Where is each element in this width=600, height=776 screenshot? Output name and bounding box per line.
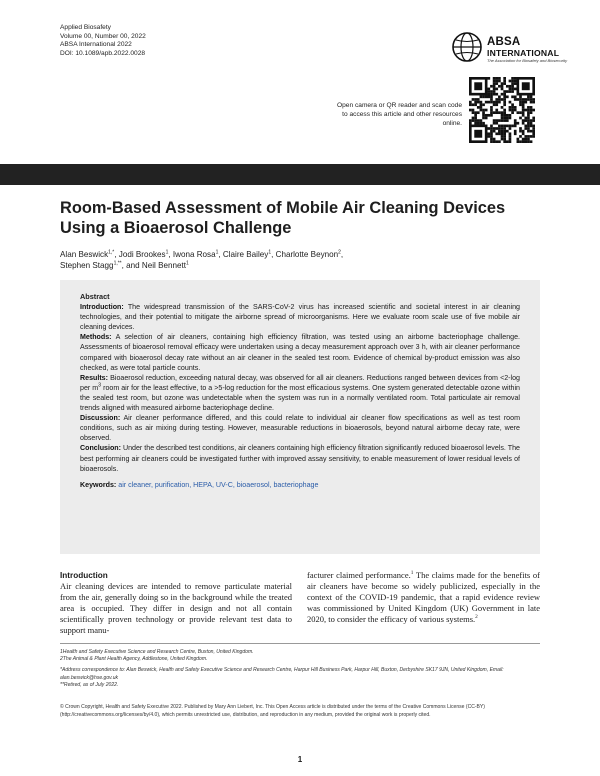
author-affiliation-mark: 1: [185, 260, 189, 267]
abstract-discussion: Discussion: Air cleaner performance differed, and this could relate to individual air cleaner flow specifications as well as test room conditions, such as air mixing during testing. However, measurable reductions in bioaerosols, beyond natural airborne decay rate, were observed.: [80, 414, 520, 443]
intro-column-right: [307, 570, 540, 625]
author-name: Alan Beswick: [60, 250, 109, 259]
retired-note: **Retired, as of July 2022.: [60, 681, 119, 688]
affiliation-2: 2The Animal & Plant Health Agency, Addlestone, United Kingdom.: [60, 656, 208, 663]
article-title: Room-Based Assessment of Mobile Air Cleaning Devices Using a Bioaerosol Challenge: [60, 199, 506, 237]
journal-volume: Volume 00, Number 00, 2022: [60, 32, 146, 40]
globe-icon: [451, 31, 483, 63]
correspondence: *Address correspondence to: Alan Beswick, Health and Safety Executive Science and Research Centre, Harpur Hill Business Park, Harpur Hill, Buxton, Derbyshire SK17 9JN, United Kingdom, Email: alan.beswick@hse.gov.uk: [60, 667, 504, 681]
keywords: Keywords: air cleaner, purification, HEPA, UV-C, bioaerosol, bacteriophage: [80, 480, 319, 489]
author-name: Claire Bailey: [222, 250, 269, 259]
author-name: Stephen Stagg: [60, 261, 114, 271]
abstract-results: Results: Bioaerosol reduction, exceeding natural decay, was observed for all air cleaners. Reductions ranged between devices from <2-log per $m^3$ room air for the least effective, to a >5-log reduction for the most efficacious systems. One system generated detectable ozone within the sealed test room, but ozone was undetectable when the system was run in a normally ventilated room. Total particulate air removal trends aligned with measured airborne bacteriophage decline.: [80, 373, 521, 413]
intro-heading: Introduction: [60, 571, 108, 580]
author-name: Jodi Brookes: [118, 250, 166, 259]
ref-1[interactable]: 1: [410, 570, 414, 577]
logo-line1: ABSA: [487, 36, 521, 48]
author-name: Charlotte Beynon: [275, 250, 339, 259]
intro-paragraph-left: Air cleaning devices are intended to remove particulate material from the air, generally doing so in the background while the treated area is occupied. They differ in design and not all contain scientifically proven technology or provide relevant test data to support manu-: [60, 581, 292, 636]
footnote-divider: [60, 643, 540, 644]
copyright-notice: © Crown Copyright, Health and Safety Executive 2022. Published by Mary Ann Liebert, Inc. This Open Access article is distributed under the terms of the Creative Commons License (CC-BY) (http://creativecommons.org/licenses/by/4.0), which permits unrestricted use, distribution, and reproduction in any medium, provided the original work is properly cited.: [60, 704, 485, 718]
qr-code[interactable]: [469, 77, 535, 143]
keywords-list[interactable]: air cleaner, purification, HEPA, UV-C, bioaerosol, bacteriophage: [118, 480, 319, 489]
journal-header: [60, 24, 146, 58]
abstract-methods: Methods: A selection of air cleaners, containing high efficiency filtration, was tested using an airborne bacteriophage challenge. Assessments of bioaerosol removal efficacy were undertaken using a decay measurement approach over 3 h, with air cleaner performance compared with bioaerosol decay rate without an air cleaner in the sealed test room. Evidence of chemical by-product emission was also checked, as were total particle counts.: [80, 333, 520, 372]
author-affiliation-mark: 1: [165, 249, 169, 256]
abstract-heading: Abstract: [80, 292, 110, 301]
author-affiliation-mark: 1: [215, 249, 219, 256]
journal-name: Applied Biosafety: [60, 24, 111, 31]
author-affiliation-mark: 1,**: [113, 260, 122, 267]
qr-instructions: Open camera or QR reader and scan code to access this article and other resources online.: [337, 102, 462, 127]
journal-doi[interactable]: DOI: 10.1089/apb.2022.0028: [60, 49, 146, 57]
abstract-box: [60, 280, 540, 554]
intro-column-left: [60, 570, 292, 636]
ref-2[interactable]: 2: [475, 614, 478, 621]
abstract-conclusion: Conclusion: Under the described test conditions, air cleaners containing high efficiency filtration significantly reduced bioaerosol levels. The best performing air cleaners could be investigated further with improved assay sensitivity, to enable measurement of lower residual levels of bioaerosols.: [80, 444, 520, 473]
logo-wordmark: [487, 36, 559, 58]
author-affiliation-mark: 2: [338, 249, 341, 256]
author-affiliation-mark: 1: [268, 249, 272, 256]
affiliation-1: 1Health and Safety Executive Science and Research Centre, Buxton, United Kingdom.: [60, 649, 254, 655]
page-number: 1: [297, 755, 303, 764]
author-name: Iwona Rosa: [172, 250, 216, 259]
abstract-introduction: Introduction: The widespread transmission of the SARS-CoV-2 virus has increased scientific and societal interest in air cleaning technologies, and their potential to mitigate the airborne spread of microorganisms. Here we evaluate room scale use of five mobile air cleaning devices.: [80, 303, 520, 332]
logo-tagline: The Association for Biosafety and Biosecurity: [487, 58, 568, 63]
author-affiliation-mark: 1,*: [108, 249, 115, 256]
header-band: [0, 164, 600, 185]
logo-line2: INTERNATIONAL: [487, 48, 560, 58]
footnotes: [60, 649, 540, 689]
journal-publisher: ABSA International 2022: [60, 41, 132, 49]
author-list: Alan Beswick$^{1,*}$, Jodi Brookes$^1$, Iwona Rosa$^1$, Claire Bailey$^1$, Charlotte Beynon$^2$, Stephen Stagg$^{1,**}$, and Neil Bennett$^1$: [60, 249, 344, 271]
author-name: Neil Bennett: [141, 261, 186, 271]
absa-logo: [451, 26, 568, 68]
intro-paragraph-right: facturer claimed performance.$^1$ The claims made for the benefits of air cleaners have become so widely publicized, especially in the context of the COVID-19 pandemic, that a rapid evidence review was commissioned by United Kingdom (UK) Government in late 2020, to consider the efficacy of various systems.$^2$: [307, 570, 540, 625]
